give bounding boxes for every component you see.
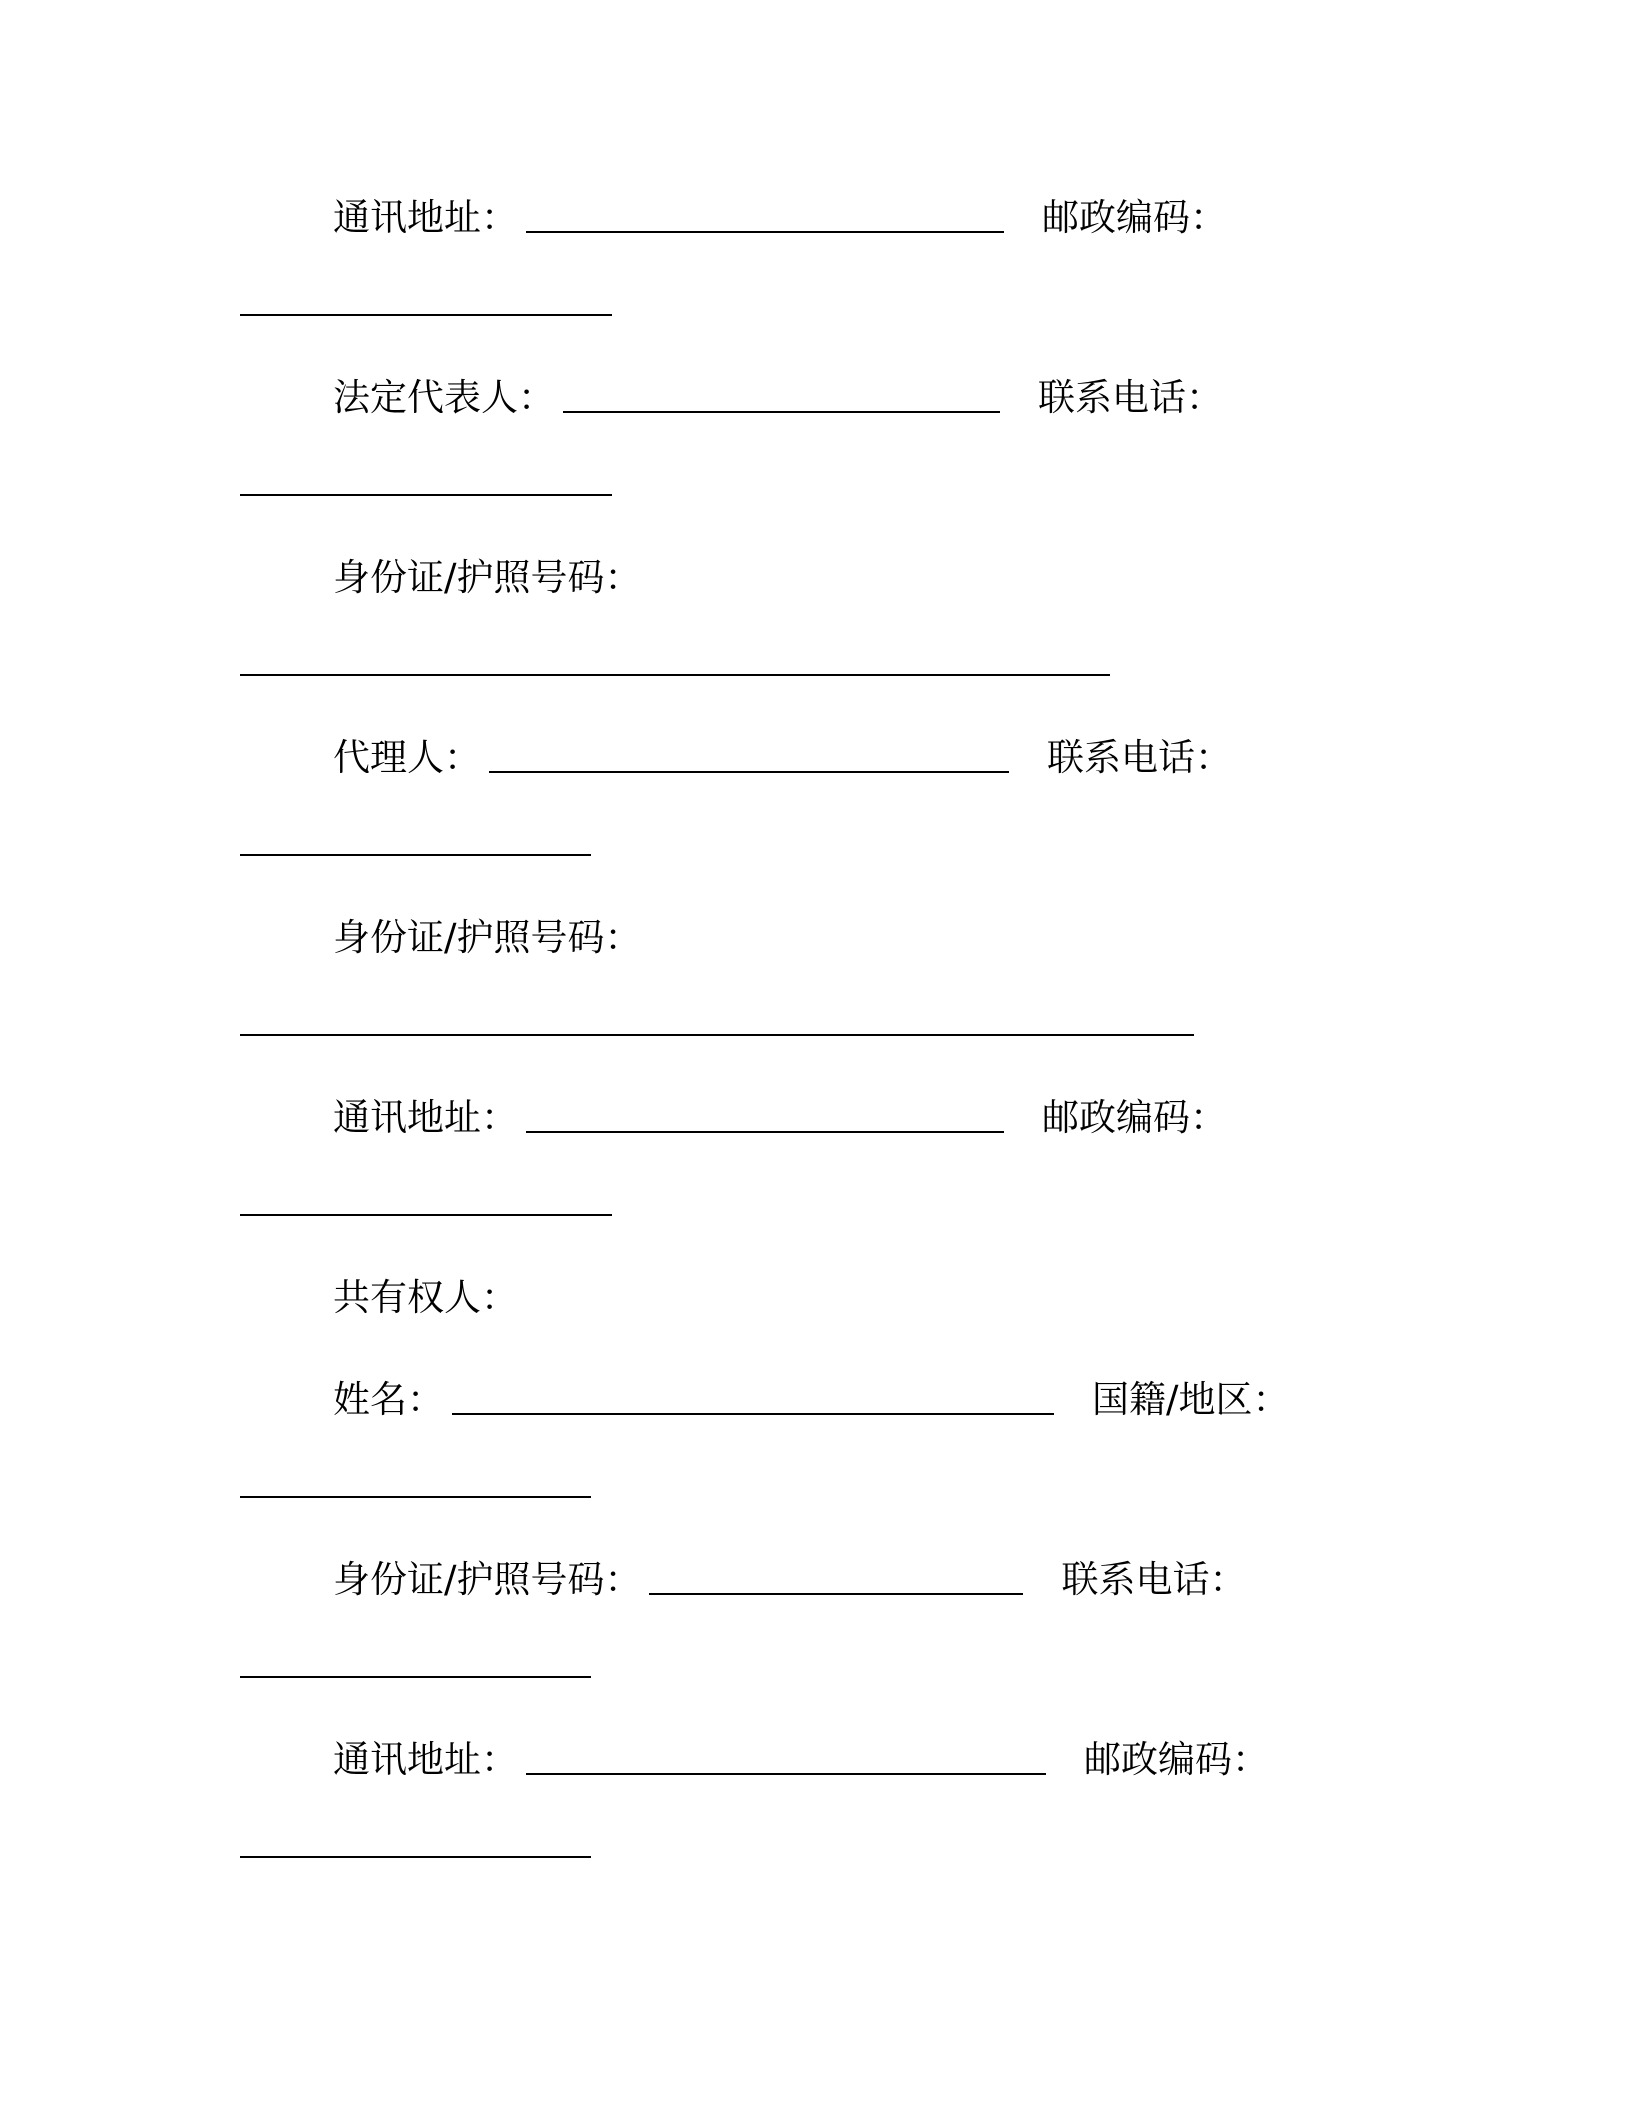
co-owner-address-label: 通讯地址： (333, 1738, 518, 1781)
co-owner-heading-row (333, 1273, 518, 1323)
co-owner-id-blank[interactable] (649, 1555, 1023, 1595)
id-number-label: 身份证/护照号码： (333, 556, 642, 599)
name-label: 姓名： (333, 1378, 444, 1421)
legal-representative-blank[interactable] (563, 373, 1000, 413)
id-number-row (333, 553, 641, 603)
address-blank[interactable] (526, 193, 1004, 233)
name-blank[interactable] (452, 1375, 1054, 1415)
agent-row (333, 733, 1232, 783)
name-row (333, 1375, 1289, 1425)
agent-address-label: 通讯地址： (333, 1096, 518, 1139)
agent-id-label: 身份证/护照号码： (333, 916, 642, 959)
co-owner-id-row (333, 1555, 1246, 1605)
co-owner-phone-label: 联系电话： (1061, 1558, 1247, 1601)
agent-id-row (333, 913, 641, 963)
agent-address-row (333, 1093, 1227, 1143)
agent-phone-blank[interactable] (240, 854, 591, 856)
postal-code-blank[interactable] (240, 314, 612, 316)
address-row (333, 193, 1227, 243)
agent-postal-code-blank[interactable] (240, 1214, 612, 1216)
legal-representative-row (333, 373, 1223, 423)
phone-blank[interactable] (240, 494, 612, 496)
co-owner-postal-code-label: 邮政编码： (1084, 1738, 1269, 1781)
agent-blank[interactable] (489, 733, 1009, 773)
co-owner-heading: 共有权人： (333, 1276, 518, 1319)
co-owner-phone-blank[interactable] (240, 1676, 591, 1678)
agent-postal-code-label: 邮政编码： (1042, 1096, 1227, 1139)
nationality-label: 国籍/地区： (1092, 1378, 1290, 1421)
co-owner-postal-code-blank[interactable] (240, 1856, 591, 1858)
co-owner-id-label: 身份证/护照号码： (333, 1558, 642, 1601)
co-owner-address-blank[interactable] (526, 1735, 1046, 1775)
id-number-blank[interactable] (240, 674, 1110, 676)
agent-label: 代理人： (333, 736, 481, 779)
nationality-blank[interactable] (240, 1496, 591, 1498)
agent-phone-label: 联系电话： (1047, 736, 1232, 779)
co-owner-address-row (333, 1735, 1269, 1785)
postal-code-label: 邮政编码： (1042, 196, 1227, 239)
agent-address-blank[interactable] (526, 1093, 1004, 1133)
address-label: 通讯地址： (333, 196, 518, 239)
phone-label: 联系电话： (1038, 376, 1223, 419)
legal-representative-label: 法定代表人： (333, 376, 555, 419)
agent-id-blank[interactable] (240, 1034, 1194, 1036)
